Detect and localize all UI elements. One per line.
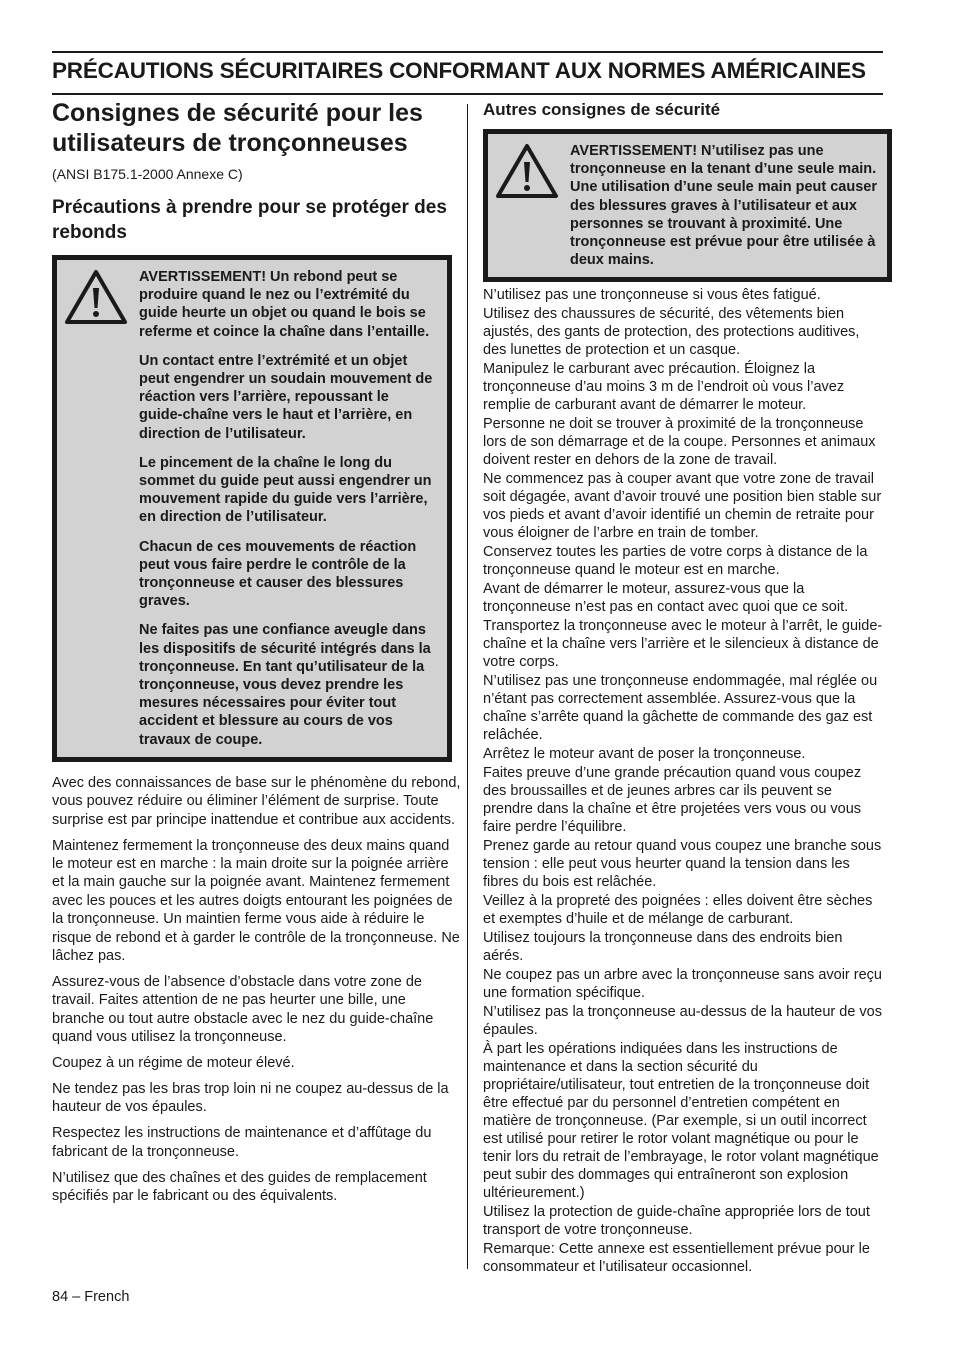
body-paragraph: Personne ne doit se trouver à proximité de la tronçonneuse lors de son démarrage et de la coupe. Personnes et animaux doivent rester en dehors de la zone de travail. — [483, 416, 876, 469]
body-paragraph: Respectez les instructions de maintenance et d’affûtage du fabricant de la tronçonneuse. — [52, 1125, 432, 1160]
top-rule — [52, 51, 883, 53]
right-column — [483, 96, 883, 1277]
body-paragraph: Conservez toutes les parties de votre corps à distance de la tronçonneuse quand le moteur est en marche. — [483, 544, 868, 579]
left-column — [52, 96, 462, 1213]
body-paragraph: N’utilisez que des chaînes et des guides de remplacement spécifiés par le fabricant ou des équivalents. — [52, 1169, 427, 1204]
body-paragraph: N’utilisez pas la tronçonneuse au-dessus de la hauteur de vos épaules. — [483, 1004, 882, 1039]
standard-reference: (ANSI B175.1-2000 Annexe C) — [52, 166, 243, 182]
body-paragraph: Veillez à la propreté des poignées : elles doivent être sèches et exemptes d’huile et de mélange de carburant. — [483, 893, 873, 928]
warning-paragraph: Un contact entre l’extrémité et un objet peut engendrer un soudain mouvement de réaction vers l’arrière, repoussant le guide-chaîne vers le haut et l’arrière, en direction de l’utilisateur. — [139, 352, 433, 442]
body-paragraph: Avec des connaissances de base sur le phénomène du rebond, vous pouvez réduire ou éliminer l’élément de surprise. Toute surprise est par principe inattendue et contribue aux accidents. — [52, 774, 461, 828]
left-body-text — [52, 774, 462, 1206]
body-paragraph: Prenez garde au retour quand vous coupez une branche sous tension : elle peut vous heurter quand la tension dans les fibres du bois est relâchée. — [483, 838, 882, 891]
warning-paragraph: AVERTISSEMENT! N’utilisez pas une tronçonneuse en la tenant d’une seule main. Une utilisation d’une seule main peut causer des blessures graves à l’utilisateur et aux personnes se trouvant à proximité. Une tronçonneuse est prévue pour être utilisée à deux mains. — [570, 143, 877, 269]
kickback-warning-box — [52, 255, 452, 762]
body-paragraph: N’utilisez pas une tronçonneuse si vous êtes fatigué. — [483, 287, 821, 304]
body-paragraph: Maintenez fermement la tronçonneuse des deux mains quand le moteur est en marche : la main droite sur la poignée arrière et la main gauche sur la poignée avant. Maintenez fermement avec les pouces et les autres doigts entourant les poignées de la tronçonneuse. Un maintien ferme vous aide à réduire le risque de rebond et à garder le contrôle de la tronçonneuse. Ne lâchez pas. — [52, 837, 460, 965]
body-paragraph: Transportez la tronçonneuse avec le moteur à l’arrêt, le guide-chaîne et la chaîne vers l’arrière et le silencieux à distance de votre corps. — [483, 618, 883, 671]
page-header: PRÉCAUTIONS SÉCURITAIRES CONFORMANT AUX NORMES AMÉRICAINES — [52, 58, 866, 83]
warning-paragraph: Le pincement de la chaîne le long du sommet du guide peut aussi engendrer un mouvement rapide du guide vers l’arrière, en direction de l’utilisateur. — [139, 454, 432, 526]
body-paragraph: Remarque: Cette annexe est essentiellement prévue pour le consommateur et l’utilisateur occasionnel. — [483, 1241, 870, 1276]
body-paragraph: Manipulez le carburant avec précaution. Éloignez la tronçonneuse d’au moins 3 m de l’endroit où vous l’avez remplie de carburant avant de démarrer le moteur. — [483, 361, 845, 414]
warning-triangle-icon — [494, 142, 560, 200]
body-paragraph: Coupez à un régime de moteur élevé. — [52, 1055, 295, 1072]
body-paragraph: Avant de démarrer le moteur, assurez-vous que la tronçonneuse n’est pas en contact avec quoi que ce soit. — [483, 581, 849, 616]
body-paragraph: Ne commencez pas à couper avant que votre zone de travail soit dégagée, avant d’avoir trouvé une position bien stable sur vos pieds et avant d’avoir identifié un chemin de retraite pour vous éloigner de l’arbre en train de tomber. — [483, 471, 882, 542]
body-paragraph: Ne coupez pas un arbre avec la tronçonneuse sans avoir reçu une formation spécifique. — [483, 967, 882, 1002]
one-hand-warning-box — [483, 129, 892, 282]
warning-triangle-icon — [63, 268, 129, 326]
body-paragraph: Ne tendez pas les bras trop loin ni ne coupez au-dessus de la hauteur de vos épaules. — [52, 1080, 449, 1116]
column-divider — [467, 104, 468, 1269]
body-paragraph: Utilisez des chaussures de sécurité, des vêtements bien ajustés, des gants de protection, des protections auditives, des lunettes de protection et un casque. — [483, 306, 860, 359]
body-paragraph: Assurez-vous de l’absence d’obstacle dans votre zone de travail. Faites attention de ne pas heurter une bille, une branche ou tout autre obstacle avec le nez du guide-chaîne quand vous utilisez la tronçonneuse. — [52, 973, 434, 1046]
body-paragraph: N’utilisez pas une tronçonneuse endommagée, mal réglée ou n’étant pas correctement assemblée. Assurez-vous que la chaîne s’arrête quand la gâchette de commande des gaz est relâchée. — [483, 673, 878, 744]
section-title: Autres consignes de sécurité — [483, 100, 721, 119]
warning-paragraph: Chacun de ces mouvements de réaction peut vous faire perdre le contrôle de la tronçonneuse et causer des blessures graves. — [139, 538, 417, 610]
warning-paragraph: AVERTISSEMENT! Un rebond peut se produire quand le nez ou l’extrémité du guide heurte un objet ou quand le bois se referme et coince la chaîne dans l’entaille. — [139, 269, 430, 340]
body-paragraph: À part les opérations indiquées dans les instructions de maintenance et dans la section sécurité du propriétaire/utilisateur, tout entretien de la tronçonneuse doit être effectué par du personnel d’entretien compétent en matière de tronçonneuse. (Par exemple, si un outil incorrect est utilisé pour retirer le rotor volant magnétique ou pour le tenir lors du retrait de l’embrayage, le rotor volant magnétique peut subir des dommages qui entraîneront son explosion ultérieurement.) — [483, 1041, 879, 1202]
body-paragraph: Utilisez toujours la tronçonneuse dans des endroits bien aérés. — [483, 930, 843, 965]
body-paragraph: Faites preuve d’une grande précaution quand vous coupez des broussailles et de jeunes arbres car ils peuvent se prendre dans la chaîne et être projetées vers vous ou vous faire perdre l’équilibre. — [483, 765, 862, 836]
body-paragraph: Utilisez la protection de guide-chaîne appropriée lors de tout transport de votre tronçonneuse. — [483, 1204, 870, 1239]
warning-paragraph: Ne faites pas une confiance aveugle dans les dispositifs de sécurité intégrés dans la tronçonneuse. En tant qu’utilisateur de la tronçonneuse, vous devez prendre les mesures nécessaires pour éviter tout accident et blessure au cours de vos travaux de coupe. — [139, 622, 431, 748]
header-rule — [52, 93, 883, 95]
right-body-text — [483, 286, 883, 1276]
subsection-title: Précautions à prendre pour se protéger des rebonds — [52, 197, 447, 243]
page-footer: 84 – French — [52, 1289, 130, 1305]
body-paragraph: Arrêtez le moteur avant de poser la tronçonneuse. — [483, 746, 806, 763]
section-title: Consignes de sécurité pour les utilisateurs de tronçonneuses — [52, 99, 423, 157]
